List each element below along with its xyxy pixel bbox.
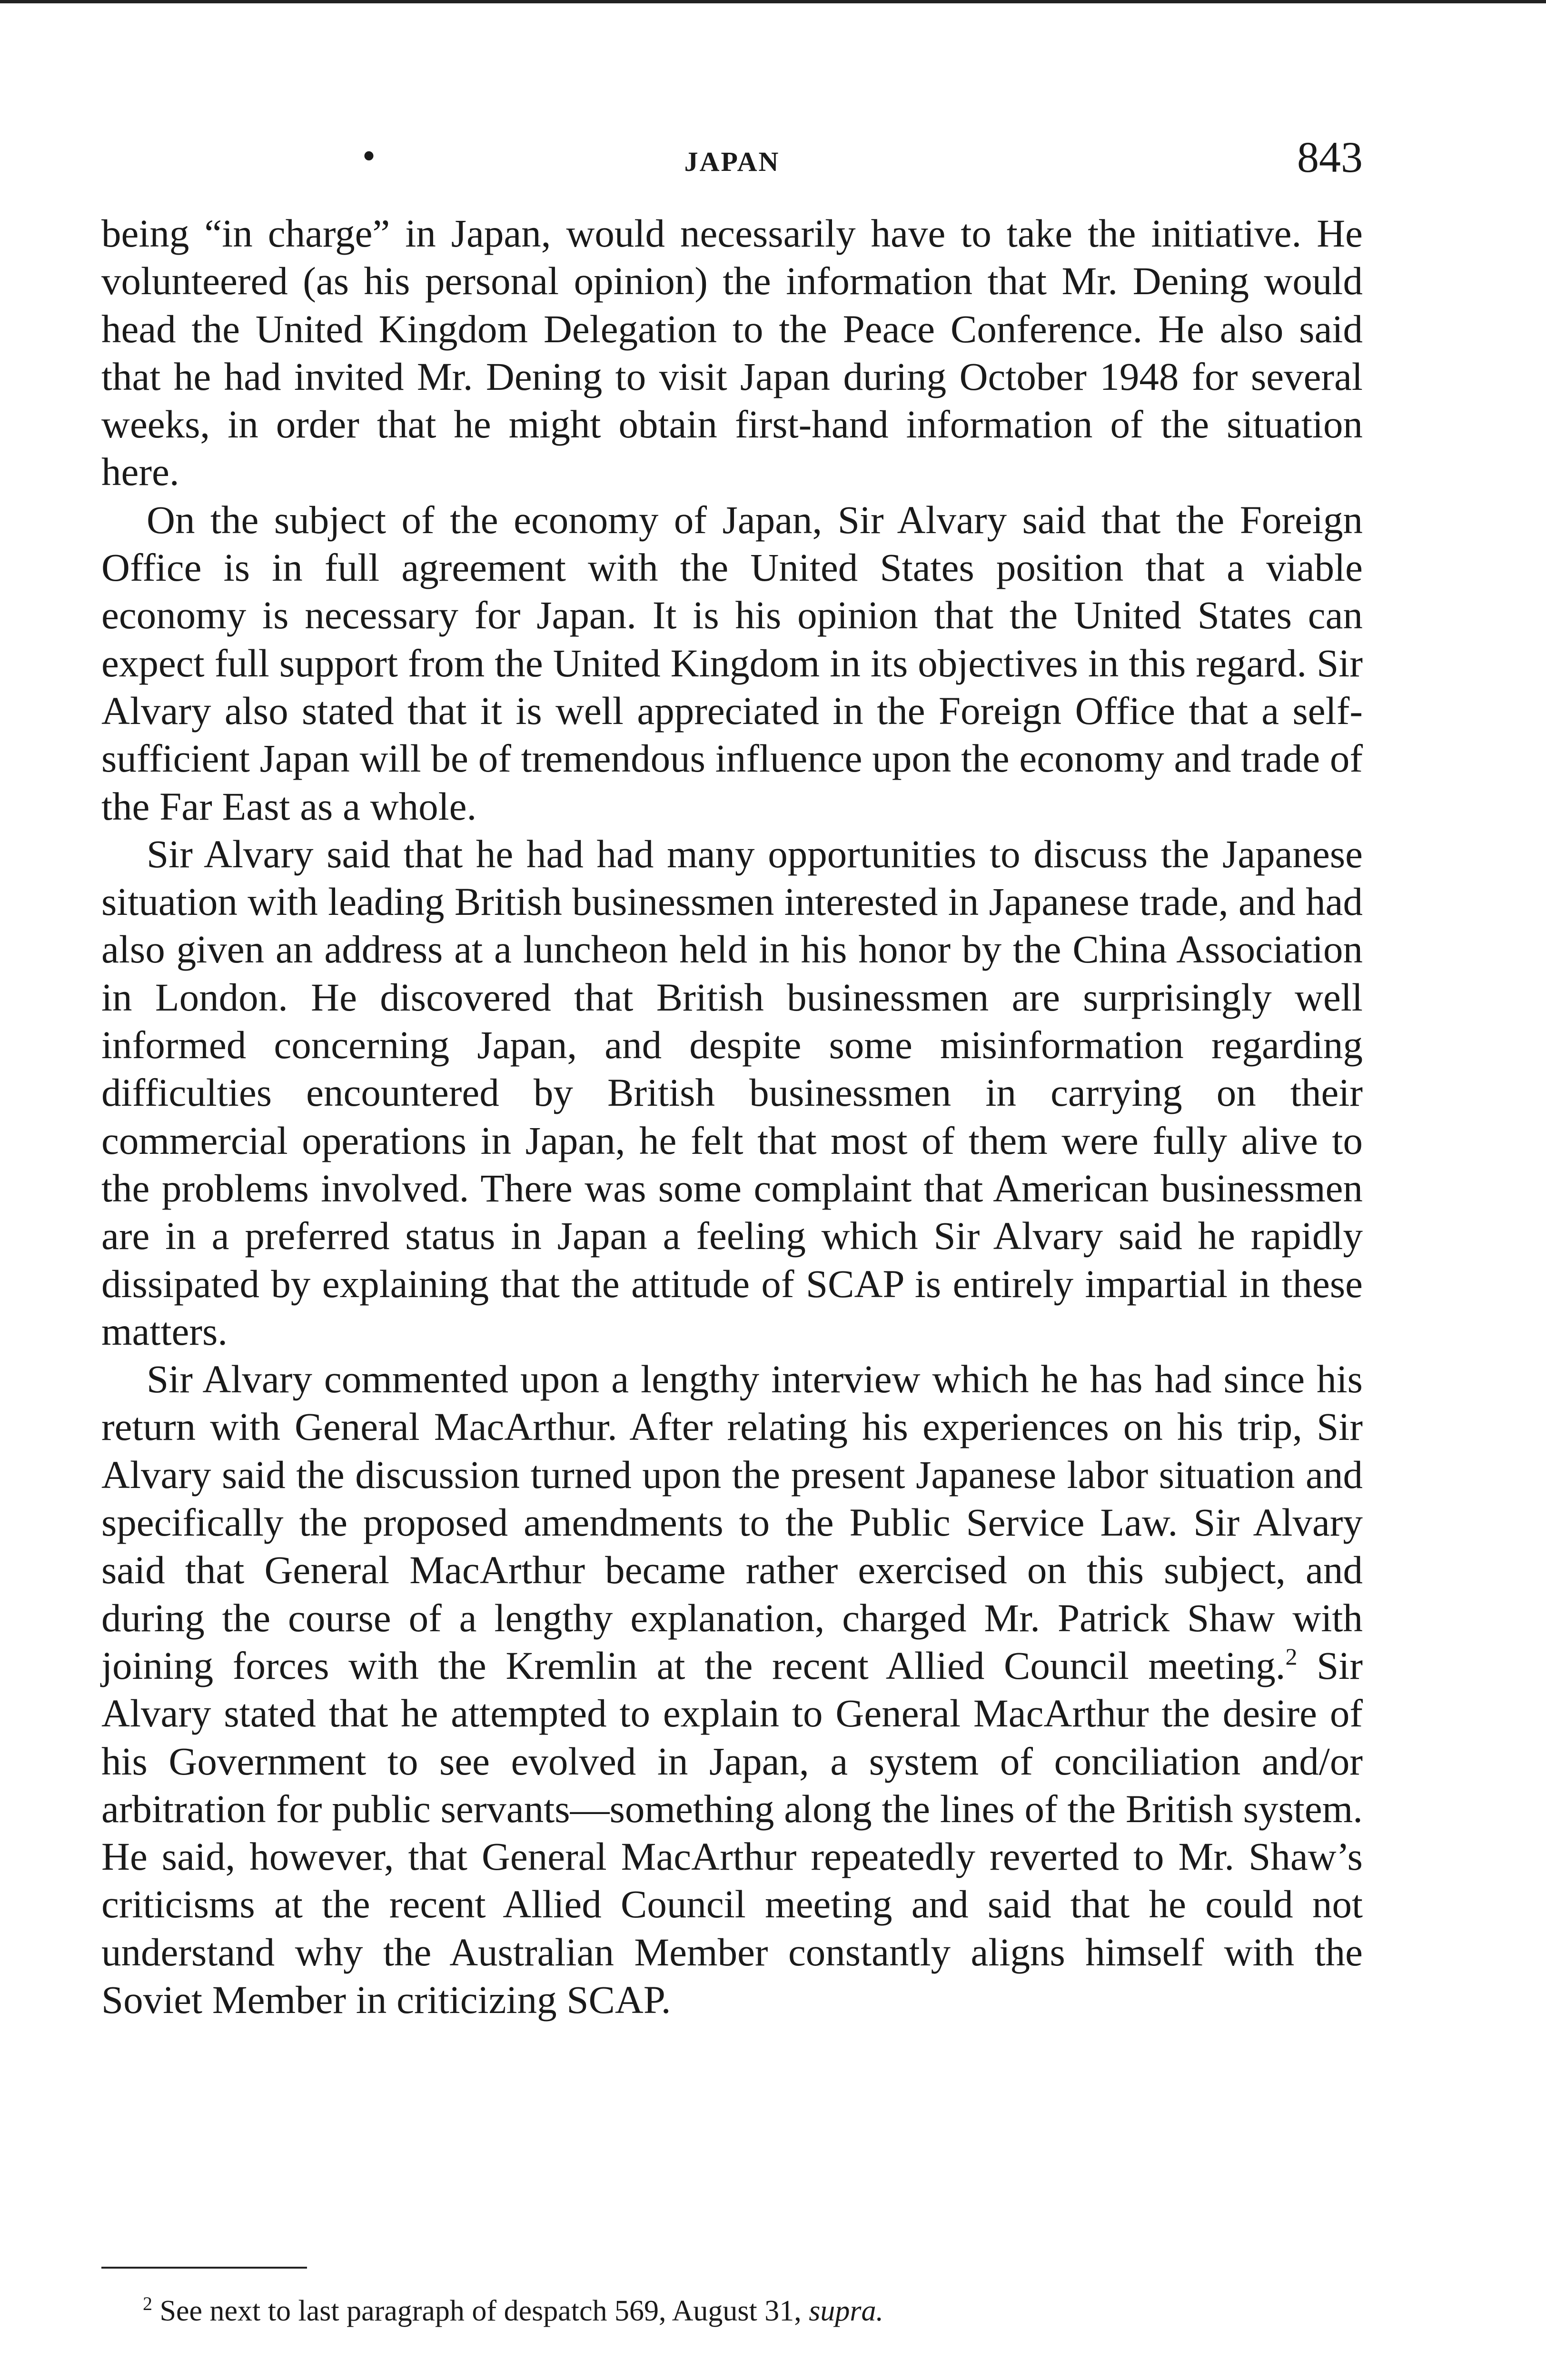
paragraph-4-part-2: Sir Alvary stated that he attempted to explain to General MacArthur the desire of his Government to see evolved in Japan, a system of conciliation and/or arbitration for public servants—something along the lines of the British system. He said, however, that General MacArthur repeatedly reverted to Mr. Shaw’s criticisms at the recent Allied Council meeting and said that he could not understand why the Australian Member constantly aligns himself with the Soviet Member in criticizing SCAP. <box>101 1643 1363 2022</box>
footnote-reference[interactable]: 2 <box>1285 1643 1298 1670</box>
footnote-divider <box>101 2267 307 2269</box>
footnote <box>143 2292 1361 2330</box>
paragraph-4-part-1: Sir Alvary commented upon a lengthy interview which he has had since his return with General MacArthur. After relating his experiences on his trip, Sir Alvary said the discussion turned upon the present Japanese labor situation and specifically the proposed amendments to the Public Service Law. Sir Alvary said that General MacArthur became rather exercised on this subject, and during the course of a lengthy explanation, charged Mr. Patrick Shaw with joining forces with the Kremlin at the recent Allied Council meeting. <box>101 1357 1363 1687</box>
top-border-rule <box>0 0 1546 3</box>
page-number: 843 <box>1297 133 1363 181</box>
paragraph-3: Sir Alvary said that he had had many opportunities to discuss the Japanese situation with leading British businessmen interested in Japanese trade, and had also given an address at a luncheon held in his honor by the China Association in London. He discovered that British businessmen are surprisingly well informed concerning Japan, and despite some misinformation regarding difficulties encountered by British businessmen in carrying on their commercial operations in Japan, he felt that most of them were fully alive to the problems involved. There was some complaint that American businessmen are in a preferred status in Japan a feeling which Sir Alvary said he rapidly dissipated by explaining that the attitude of SCAP is entirely impartial in these matters. <box>101 832 1363 1353</box>
footnote-mark: 2 <box>143 2293 152 2314</box>
page-header <box>101 129 1363 186</box>
footnote-italic: supra. <box>809 2295 883 2327</box>
paragraph-1: being “in charge” in Japan, would necessarily have to take the initiative. He volunteered (as his personal opinion) the information that Mr. Dening would head the United Kingdom Delegation to the Peace Conference. He also said that he had invited Mr. Dening to visit Japan during October 1948 for several weeks, in order that he might obtain first-hand information of the situation here. <box>101 211 1363 494</box>
body-text <box>101 209 1363 2023</box>
paragraph-2: On the subject of the economy of Japan, Sir Alvary said that the Foreign Office is in full agreement with the United States position that a viable economy is necessary for Japan. It is his opinion that the United States can expect full support from the United Kingdom in its objectives in this regard. Sir Alvary also stated that it is well appreciated in the Foreign Office that a self-sufficient Japan will be of tremendous influence upon the economy and trade of the Far East as a whole. <box>101 497 1363 828</box>
header-bullet: • <box>362 135 376 177</box>
footnote-text: See next to last paragraph of despatch 569, August 31, <box>152 2295 809 2327</box>
paragraph-4 <box>101 1355 1363 2023</box>
running-title: JAPAN <box>684 146 780 177</box>
